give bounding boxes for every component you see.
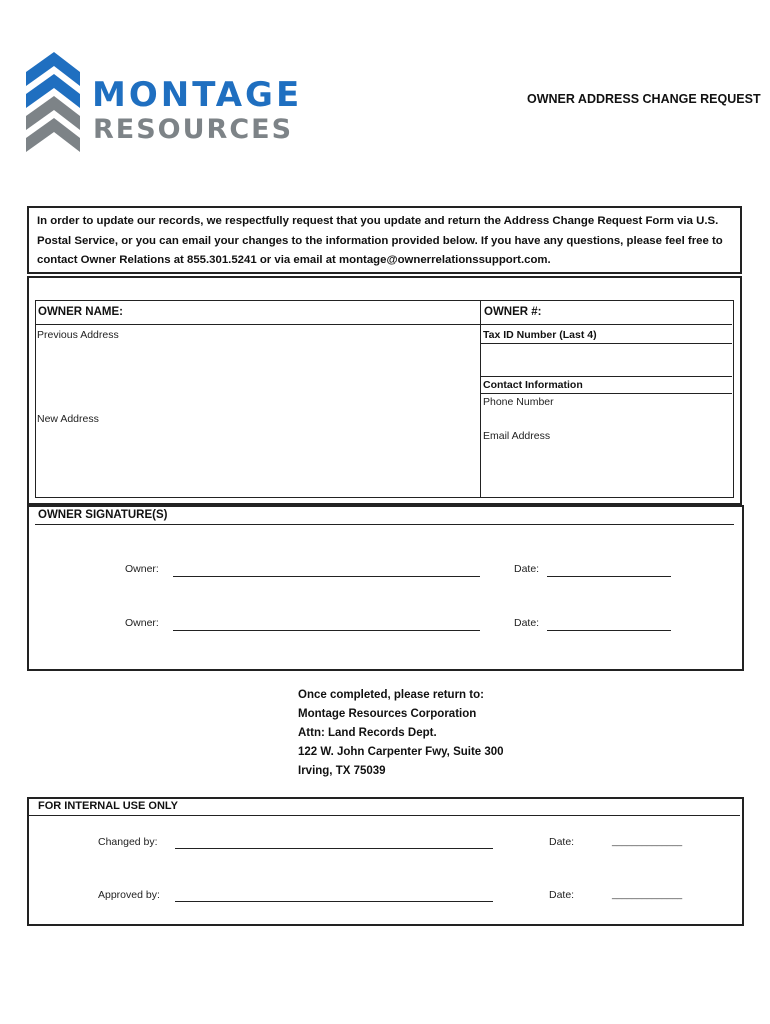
changed-by-label: Changed by: xyxy=(98,836,158,848)
return-address-block xyxy=(298,686,504,781)
return-line: Irving, TX 75039 xyxy=(298,765,386,777)
new-address-field[interactable] xyxy=(38,430,476,494)
logo-mark-icon xyxy=(26,52,80,152)
signature-title-divider xyxy=(35,524,734,525)
approved-date-label: Date: xyxy=(549,889,575,901)
tax-id-divider xyxy=(480,343,732,344)
owner-name-label: OWNER NAME: xyxy=(38,306,123,318)
owner-signature-label: Owner: xyxy=(125,617,159,629)
internal-use-title: FOR INTERNAL USE ONLY xyxy=(38,800,178,812)
owner-signature-label: Owner: xyxy=(125,563,159,575)
changed-date-label: Date: xyxy=(549,836,575,848)
phone-number-field[interactable] xyxy=(483,412,730,428)
signature-date-line[interactable] xyxy=(547,630,671,631)
signature-section-title: OWNER SIGNATURE(S) xyxy=(38,509,168,521)
previous-address-label: Previous Address xyxy=(37,329,119,341)
owner-header-divider xyxy=(35,324,732,325)
return-line: 122 W. John Carpenter Fwy, Suite 300 xyxy=(298,746,504,758)
logo-text-montage: MONTAGE xyxy=(92,75,303,115)
email-address-label: Email Address xyxy=(483,430,551,442)
contact-info-divider xyxy=(480,393,732,394)
changed-date-line[interactable]: ______________ xyxy=(612,836,683,846)
tax-id-field-divider xyxy=(480,376,732,377)
phone-number-label: Phone Number xyxy=(483,396,554,408)
logo-text-resources: RESOURCES xyxy=(93,114,294,145)
return-line: Once completed, please return to: xyxy=(298,689,484,701)
contact-info-label: Contact Information xyxy=(483,379,583,391)
owner-name-field[interactable] xyxy=(160,302,475,322)
changed-by-line[interactable] xyxy=(175,848,493,849)
signature-date-label: Date: xyxy=(514,617,540,629)
approved-date-line[interactable]: ______________ xyxy=(612,889,683,899)
previous-address-field[interactable] xyxy=(38,344,476,408)
email-address-field[interactable] xyxy=(483,446,730,494)
return-line: Attn: Land Records Dept. xyxy=(298,727,437,739)
owner-number-label: OWNER #: xyxy=(484,306,542,318)
owner-signature-line[interactable] xyxy=(173,576,480,577)
owner-signature-line[interactable] xyxy=(173,630,480,631)
owner-number-field[interactable] xyxy=(545,302,730,322)
tax-id-label: Tax ID Number (Last 4) xyxy=(483,329,597,341)
intro-text: In order to update our records, we respectfully request that you update and return the Address Change Request Form via U.S. Postal Service, or you can email your changes to the information provided below. If you have any questions, please feel free to contact Owner Relations at 855.301.5241 or via email at montage@ownerrelationssupport.com. xyxy=(37,215,723,266)
internal-title-divider xyxy=(29,815,740,816)
approved-by-label: Approved by: xyxy=(98,889,160,901)
signature-date-line[interactable] xyxy=(547,576,671,577)
new-address-label: New Address xyxy=(37,413,99,425)
approved-by-line[interactable] xyxy=(175,901,493,902)
signature-section xyxy=(27,505,744,671)
page-title: OWNER ADDRESS CHANGE REQUEST xyxy=(527,92,761,106)
return-line: Montage Resources Corporation xyxy=(298,708,477,720)
signature-date-label: Date: xyxy=(514,563,540,575)
tax-id-field[interactable] xyxy=(483,346,730,374)
internal-use-section xyxy=(27,797,744,926)
owner-column-divider xyxy=(480,300,481,498)
